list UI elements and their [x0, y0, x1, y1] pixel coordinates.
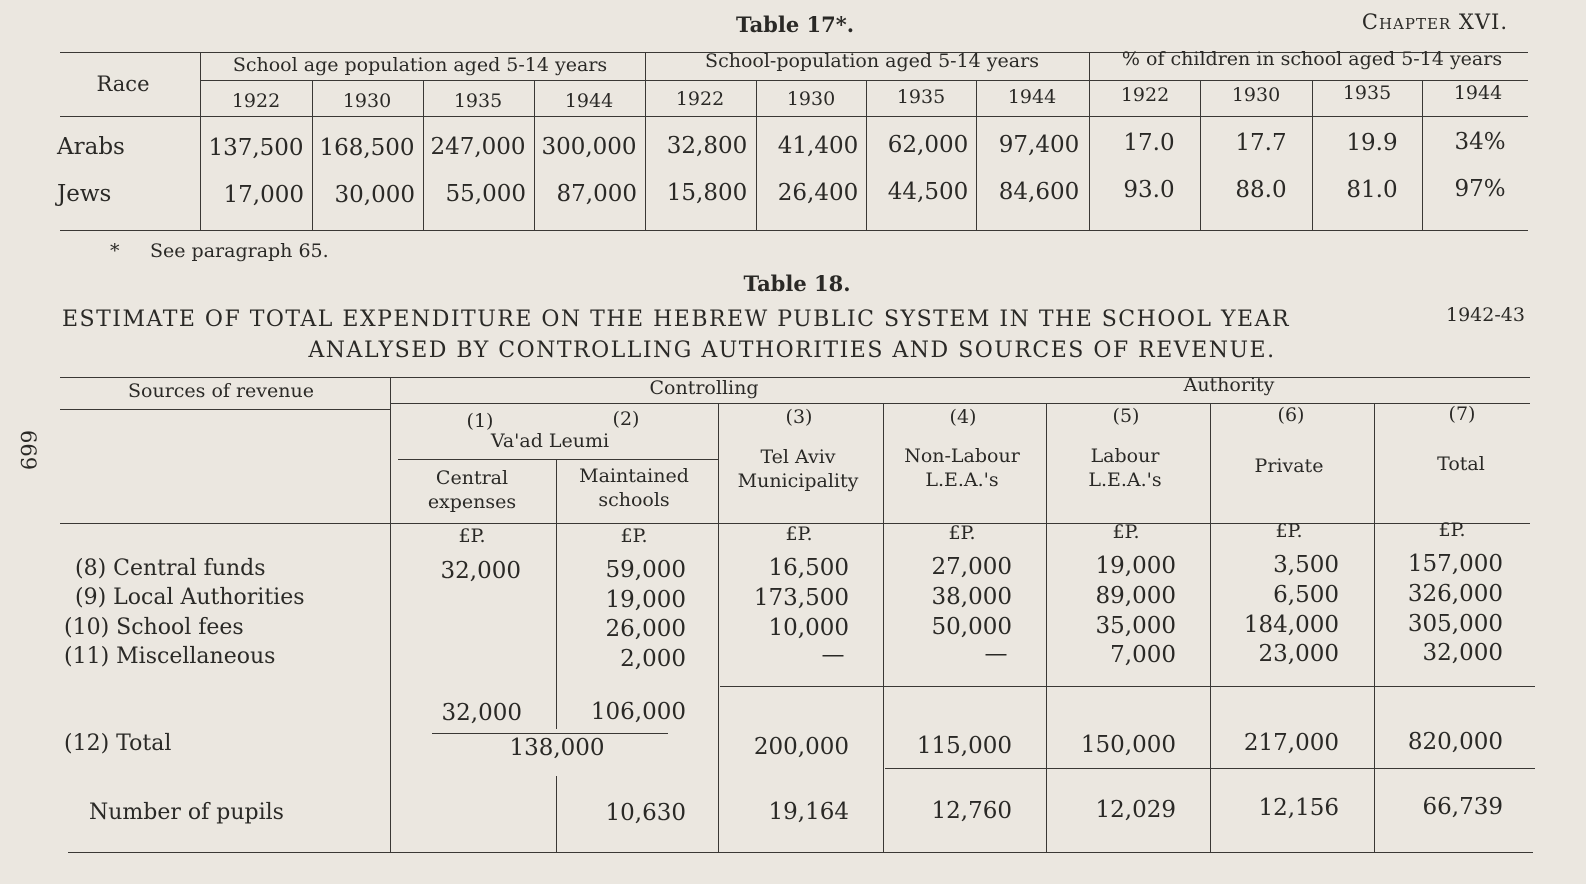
year-header: 1944 — [564, 90, 614, 112]
column-name: Central expenses — [427, 467, 517, 513]
table17-cell: 15,800 — [666, 180, 748, 206]
row-label-total: (12) Total — [64, 731, 172, 756]
table18-cell: 184,000 — [1243, 612, 1339, 638]
vaad-leumi-total: 138,000 — [509, 735, 605, 761]
table18-cell: 10,000 — [768, 615, 849, 641]
table17-cell: 137,500 — [208, 135, 304, 161]
table17-cell: 168,500 — [319, 135, 415, 161]
table18-cell: 27,000 — [931, 554, 1012, 580]
year-header: 1930 — [1231, 84, 1281, 106]
table18-cell: 2,000 — [620, 646, 686, 672]
column-number: (7) — [1448, 403, 1476, 425]
table18-cell: 6,500 — [1273, 582, 1339, 608]
total-cell: 200,000 — [753, 734, 849, 760]
column-number: (2) — [612, 408, 640, 430]
race-label-jews: Jews — [57, 181, 112, 207]
table17-cell: 26,400 — [777, 180, 859, 206]
table18-cell: 59,000 — [605, 557, 686, 583]
year-header: 1944 — [1453, 82, 1503, 104]
table17-cell: 88.0 — [1235, 177, 1287, 203]
table17-cell: 247,000 — [430, 134, 526, 160]
row-label-miscellaneous: (11) Miscellaneous — [64, 644, 276, 669]
chapter-heading: Chapter XVI. — [1361, 10, 1508, 34]
group-header-population: School age population aged 5-14 years — [232, 54, 608, 76]
table18-cell: — — [984, 641, 1008, 667]
currency-label: £P. — [458, 525, 486, 547]
column-number: (3) — [785, 406, 813, 428]
pupils-cell: 10,630 — [605, 800, 686, 826]
table18-cell: 157,000 — [1407, 551, 1503, 577]
pupils-cell: 19,164 — [768, 799, 849, 825]
column-number: (4) — [949, 406, 977, 428]
table17-title: Table 17*. — [735, 12, 855, 37]
sources-header: Sources of revenue — [128, 380, 314, 402]
total-cell: 150,000 — [1080, 732, 1176, 758]
table18-cell: 32,000 — [1422, 640, 1503, 666]
column-number: (1) — [466, 410, 494, 432]
pupils-cell: 66,739 — [1422, 794, 1503, 820]
page-number: 669 — [16, 430, 40, 471]
table18-cell: 7,000 — [1110, 642, 1176, 668]
year-header: 1922 — [231, 90, 281, 112]
table18-subtitle-year: 1942-43 — [1446, 304, 1525, 326]
year-header: 1935 — [896, 86, 946, 108]
table17-cell: 84,600 — [998, 179, 1080, 205]
table17-cell: 93.0 — [1123, 177, 1175, 203]
table17-cell: 97,400 — [998, 132, 1080, 158]
column-name: Total — [1437, 453, 1485, 475]
table17-cell: 34% — [1454, 129, 1506, 155]
row-label-pupils: Number of pupils — [89, 800, 284, 825]
pupils-cell: 12,760 — [931, 798, 1012, 824]
column-number: (5) — [1112, 405, 1140, 427]
table18-cell: 305,000 — [1407, 611, 1503, 637]
column-name: Maintained schools — [579, 465, 689, 511]
currency-label: £P. — [1438, 519, 1466, 541]
table17-cell: 32,800 — [666, 133, 748, 159]
table17-cell: 97% — [1454, 176, 1506, 202]
vaad-leumi-header: Va'ad Leumi — [490, 430, 610, 452]
authority-header: Authority — [1183, 374, 1275, 396]
subtotal-central-expenses: 32,000 — [441, 700, 522, 726]
race-label-arabs: Arabs — [57, 134, 125, 160]
table17-cell: 300,000 — [541, 134, 637, 160]
table18-cell: 89,000 — [1095, 583, 1176, 609]
currency-label: £P. — [785, 523, 813, 545]
table18-cell: 23,000 — [1258, 641, 1339, 667]
table18-cell: 38,000 — [931, 584, 1012, 610]
table18-title: Table 18. — [743, 271, 851, 296]
row-label-local-authorities: (9) Local Authorities — [75, 585, 305, 610]
table18-cell: 50,000 — [931, 614, 1012, 640]
year-header: 1930 — [786, 88, 836, 110]
column-name: Non-Labour L.E.A.'s — [904, 445, 1020, 491]
footnote-marker: * — [110, 240, 120, 262]
table17-cell: 81.0 — [1346, 177, 1398, 203]
year-header: 1935 — [1342, 82, 1392, 104]
year-header: 1930 — [342, 90, 392, 112]
table18-cell: 19,000 — [1095, 553, 1176, 579]
currency-label: £P. — [948, 522, 976, 544]
table18-cell: 32,000 — [440, 558, 521, 584]
table17-cell: 87,000 — [556, 181, 637, 207]
table18-cell: 173,500 — [753, 585, 849, 611]
total-cell: 115,000 — [916, 733, 1012, 759]
table18-subtitle-line2: ANALYSED BY CONTROLLING AUTHORITIES AND SOURCES OF REVENUE. — [308, 338, 1276, 363]
table18-cell: 3,500 — [1273, 552, 1339, 578]
table17-cell: 41,400 — [777, 133, 859, 159]
table17-cell: 62,000 — [887, 132, 969, 158]
table17-cell: 17.7 — [1235, 130, 1287, 156]
currency-label: £P. — [1275, 520, 1303, 542]
footnote: See paragraph 65. — [150, 240, 329, 262]
race-header: Race — [96, 72, 150, 96]
controlling-header: Controlling — [649, 377, 759, 399]
table18-cell: 19,000 — [605, 587, 686, 613]
year-header: 1944 — [1007, 86, 1057, 108]
table18-cell: 26,000 — [605, 616, 686, 642]
pupils-cell: 12,029 — [1095, 797, 1176, 823]
column-name: Labour L.E.A.'s — [1088, 445, 1162, 491]
table17-cell: 17.0 — [1123, 130, 1175, 156]
column-number: (6) — [1277, 404, 1305, 426]
table18-subtitle-line1: ESTIMATE OF TOTAL EXPENDITURE ON THE HEBREW PUBLIC SYSTEM IN THE SCHOOL YEAR — [62, 307, 1291, 332]
table17-cell: 30,000 — [334, 182, 415, 208]
year-header: 1935 — [453, 90, 503, 112]
group-header-percent: % of children in school aged 5-14 years — [1121, 48, 1503, 70]
column-name: Private — [1254, 455, 1324, 477]
table17-cell: 44,500 — [887, 179, 969, 205]
group-header-school-population: School-population aged 5-14 years — [705, 50, 1039, 72]
table18-cell: 16,500 — [768, 555, 849, 581]
total-cell: 217,000 — [1243, 730, 1339, 756]
row-label-school-fees: (10) School fees — [64, 615, 244, 640]
row-label-central-funds: (8) Central funds — [75, 556, 266, 581]
total-cell: 820,000 — [1407, 729, 1503, 755]
subtotal-maintained-schools: 106,000 — [590, 699, 686, 725]
table18-cell: 326,000 — [1407, 581, 1503, 607]
currency-label: £P. — [620, 525, 648, 547]
currency-label: £P. — [1112, 521, 1140, 543]
year-header: 1922 — [1120, 84, 1170, 106]
pupils-cell: 12,156 — [1258, 795, 1339, 821]
table18-cell: 35,000 — [1095, 613, 1176, 639]
column-name: Tel Aviv Municipality — [737, 446, 859, 492]
table17-cell: 19.9 — [1346, 130, 1398, 156]
table18-cell: — — [821, 642, 845, 668]
table17-cell: 17,000 — [223, 182, 304, 208]
table17-cell: 55,000 — [445, 181, 526, 207]
year-header: 1922 — [675, 88, 725, 110]
